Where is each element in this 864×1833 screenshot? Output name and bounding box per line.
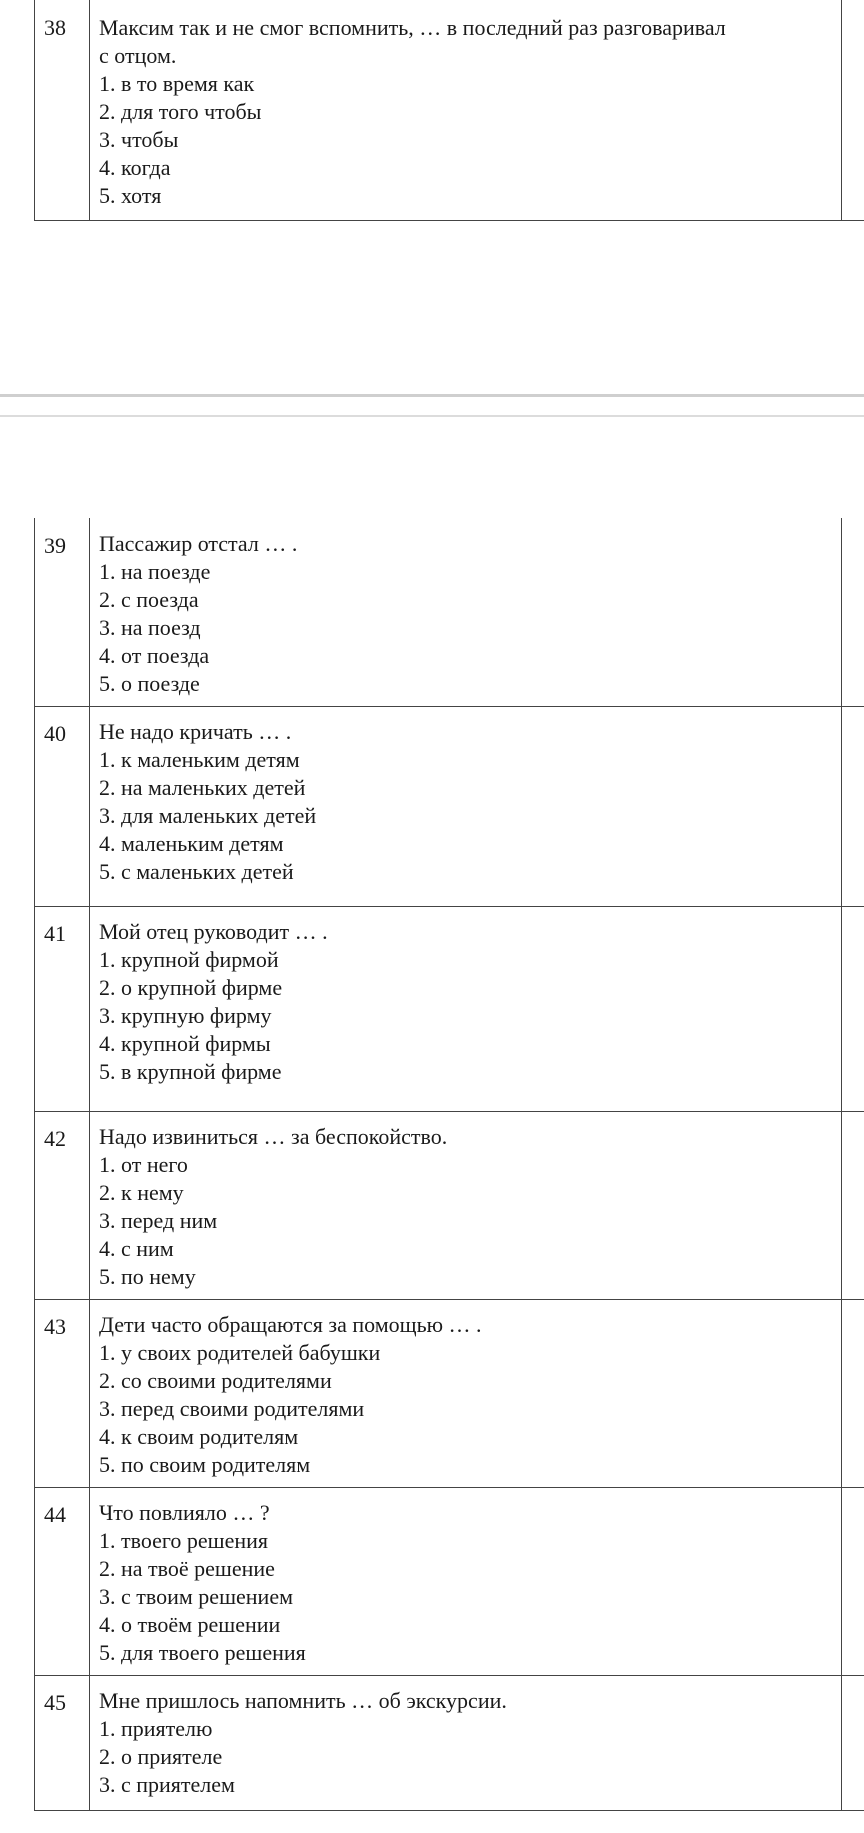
question-text: Что повлияло … ?	[99, 1500, 270, 1525]
option: 4. к своим родителям	[99, 1424, 299, 1449]
option: 5. хотя	[99, 183, 162, 208]
option: 5. для твоего решения	[99, 1640, 306, 1665]
option: 1. от него	[99, 1152, 188, 1177]
question-text: Мой отец руководит … .	[99, 919, 328, 944]
option: 5. в крупной фирме	[99, 1059, 282, 1084]
question-text: Пассажир отстал … .	[99, 531, 298, 556]
question-block	[99, 530, 859, 698]
question-text-cont: с отцом.	[99, 43, 177, 68]
question-block	[99, 918, 859, 1086]
question-text: Мне пришлось напомнить … об экскурсии.	[99, 1688, 507, 1713]
table-row	[34, 1675, 864, 1811]
option: 4. когда	[99, 155, 171, 180]
question-number: 38	[35, 0, 90, 220]
option: 2. со своими родителями	[99, 1368, 332, 1393]
option: 2. к нему	[99, 1180, 184, 1205]
table-row	[34, 706, 864, 907]
question-number: 39	[35, 518, 90, 706]
answer-column	[841, 706, 842, 906]
option: 5. по своим родителям	[99, 1452, 311, 1477]
question-number: 40	[35, 706, 90, 906]
option: 3. для маленьких детей	[99, 803, 317, 828]
option: 1. у своих родителей бабушки	[99, 1340, 381, 1365]
answer-column	[841, 1675, 842, 1810]
option: 2. с поезда	[99, 587, 199, 612]
answer-column	[841, 1487, 842, 1675]
table-row	[34, 518, 864, 707]
question-text: Надо извиниться … за беспокойство.	[99, 1124, 448, 1149]
question-block	[99, 1687, 859, 1799]
option: 3. перед своими родителями	[99, 1396, 365, 1421]
option: 5. с маленьких детей	[99, 859, 294, 884]
option: 4. о твоём решении	[99, 1612, 281, 1637]
option: 2. о приятеле	[99, 1744, 223, 1769]
answer-column	[841, 518, 842, 706]
option: 5. о поезде	[99, 671, 200, 696]
page-divider	[0, 415, 864, 417]
option: 2. на твоё решение	[99, 1556, 275, 1581]
page-divider	[0, 394, 864, 397]
answer-column	[841, 1299, 842, 1487]
option: 3. крупную фирму	[99, 1003, 272, 1028]
option: 1. крупной фирмой	[99, 947, 279, 972]
answer-column	[841, 0, 842, 220]
question-text: Максим так и не смог вспомнить, … в последний раз разговаривал	[99, 15, 726, 40]
question-number: 44	[35, 1487, 90, 1675]
question-block	[99, 14, 859, 210]
option: 1. в то время как	[99, 71, 255, 96]
question-number: 42	[35, 1111, 90, 1299]
question-number: 43	[35, 1299, 90, 1487]
table-row	[34, 1487, 864, 1676]
option: 1. твоего решения	[99, 1528, 268, 1553]
question-number: 45	[35, 1675, 90, 1810]
table-row	[34, 1299, 864, 1488]
table-row	[34, 0, 864, 221]
answer-column	[841, 906, 842, 1111]
option: 3. чтобы	[99, 127, 179, 152]
option: 3. на поезд	[99, 615, 201, 640]
option: 3. перед ним	[99, 1208, 218, 1233]
option: 2. о крупной фирме	[99, 975, 283, 1000]
option: 4. маленьким детям	[99, 831, 284, 856]
option: 4. от поезда	[99, 643, 210, 668]
option: 1. к маленьким детям	[99, 747, 300, 772]
option: 4. с ним	[99, 1236, 174, 1261]
question-text: Не надо кричать … .	[99, 719, 292, 744]
question-text: Дети часто обращаются за помощью … .	[99, 1312, 482, 1337]
option: 1. приятелю	[99, 1716, 213, 1741]
option: 3. с твоим решением	[99, 1584, 294, 1609]
option: 1. на поезде	[99, 559, 211, 584]
table-row	[34, 1111, 864, 1300]
option: 3. с приятелем	[99, 1772, 235, 1797]
question-block	[99, 1311, 859, 1479]
question-block	[99, 1123, 859, 1291]
option: 5. по нему	[99, 1264, 196, 1289]
option: 2. для того чтобы	[99, 99, 262, 124]
question-block	[99, 1499, 859, 1667]
question-number: 41	[35, 906, 90, 1111]
answer-column	[841, 1111, 842, 1299]
option: 2. на маленьких детей	[99, 775, 306, 800]
question-block	[99, 718, 859, 886]
option: 4. крупной фирмы	[99, 1031, 271, 1056]
table-row	[34, 906, 864, 1112]
